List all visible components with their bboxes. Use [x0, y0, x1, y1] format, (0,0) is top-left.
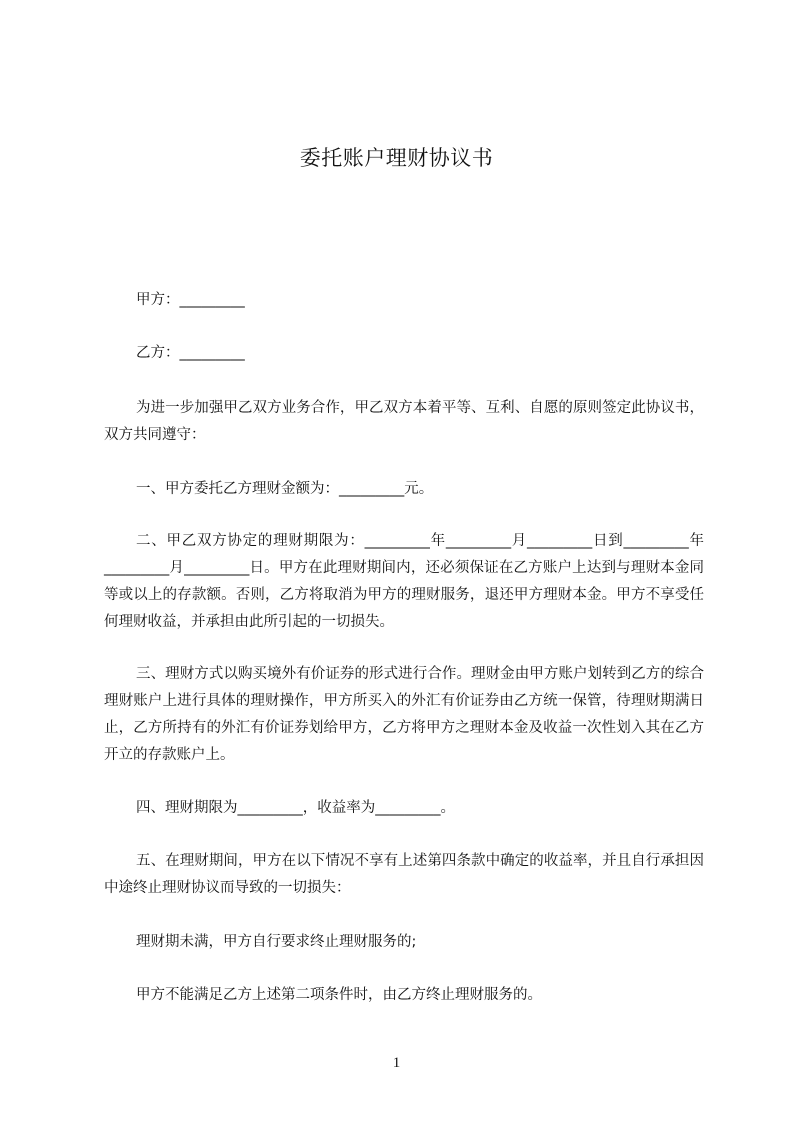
clause-2: 二、甲乙双方协定的理财期限为：_________年_________月_________日到_________年_________月_________日。甲方在此理财期间内，还必须保证在乙方账户上达到与理财本金同等或以上的存款额。否则，乙方将取消为甲方的理财服务，退还甲方理财本金。甲方不享受任何理财收益，并承担由此所引起的一切损失。 [104, 533, 704, 630]
party-a-line: 甲方：_________ [136, 292, 245, 308]
condition-2: 甲方不能满足乙方上述第二项条件时，由乙方终止理财服务的。 [136, 987, 542, 1003]
clause-3: 三、理财方式以购买境外有价证券的形式进行合作。理财金由甲方账户划转到乙方的综合理财账户上进行具体的理财操作，甲方所买入的外汇有价证券由乙方统一保管，待理财期满日止，乙方所持有的外汇有价证券划给甲方，乙方将甲方之理财本金及收益一次性划入其在乙方开立的存款账户上。 [104, 666, 704, 763]
party-b-line: 乙方：_________ [136, 345, 245, 361]
page-number: 1 [392, 1055, 401, 1071]
clause-5: 五、在理财期间，甲方在以下情况不享有上述第四条款中确定的收益率，并且自行承担因中途终止理财协议而导致的一切损失： [104, 853, 704, 896]
clause-1: 一、甲方委托乙方理财金额为：_________元。 [136, 481, 434, 497]
document-title: 委托账户理财协议书 [299, 146, 494, 170]
intro-paragraph: 为进一步加强甲乙双方业务合作，甲乙双方本着平等、互利、自愿的原则签定此协议书，双方共同遵守： [104, 400, 704, 443]
clause-4: 四、理财期限为_________，收益率为_________。 [136, 800, 455, 816]
condition-1: 理财期未满，甲方自行要求终止理财服务的; [136, 934, 417, 950]
